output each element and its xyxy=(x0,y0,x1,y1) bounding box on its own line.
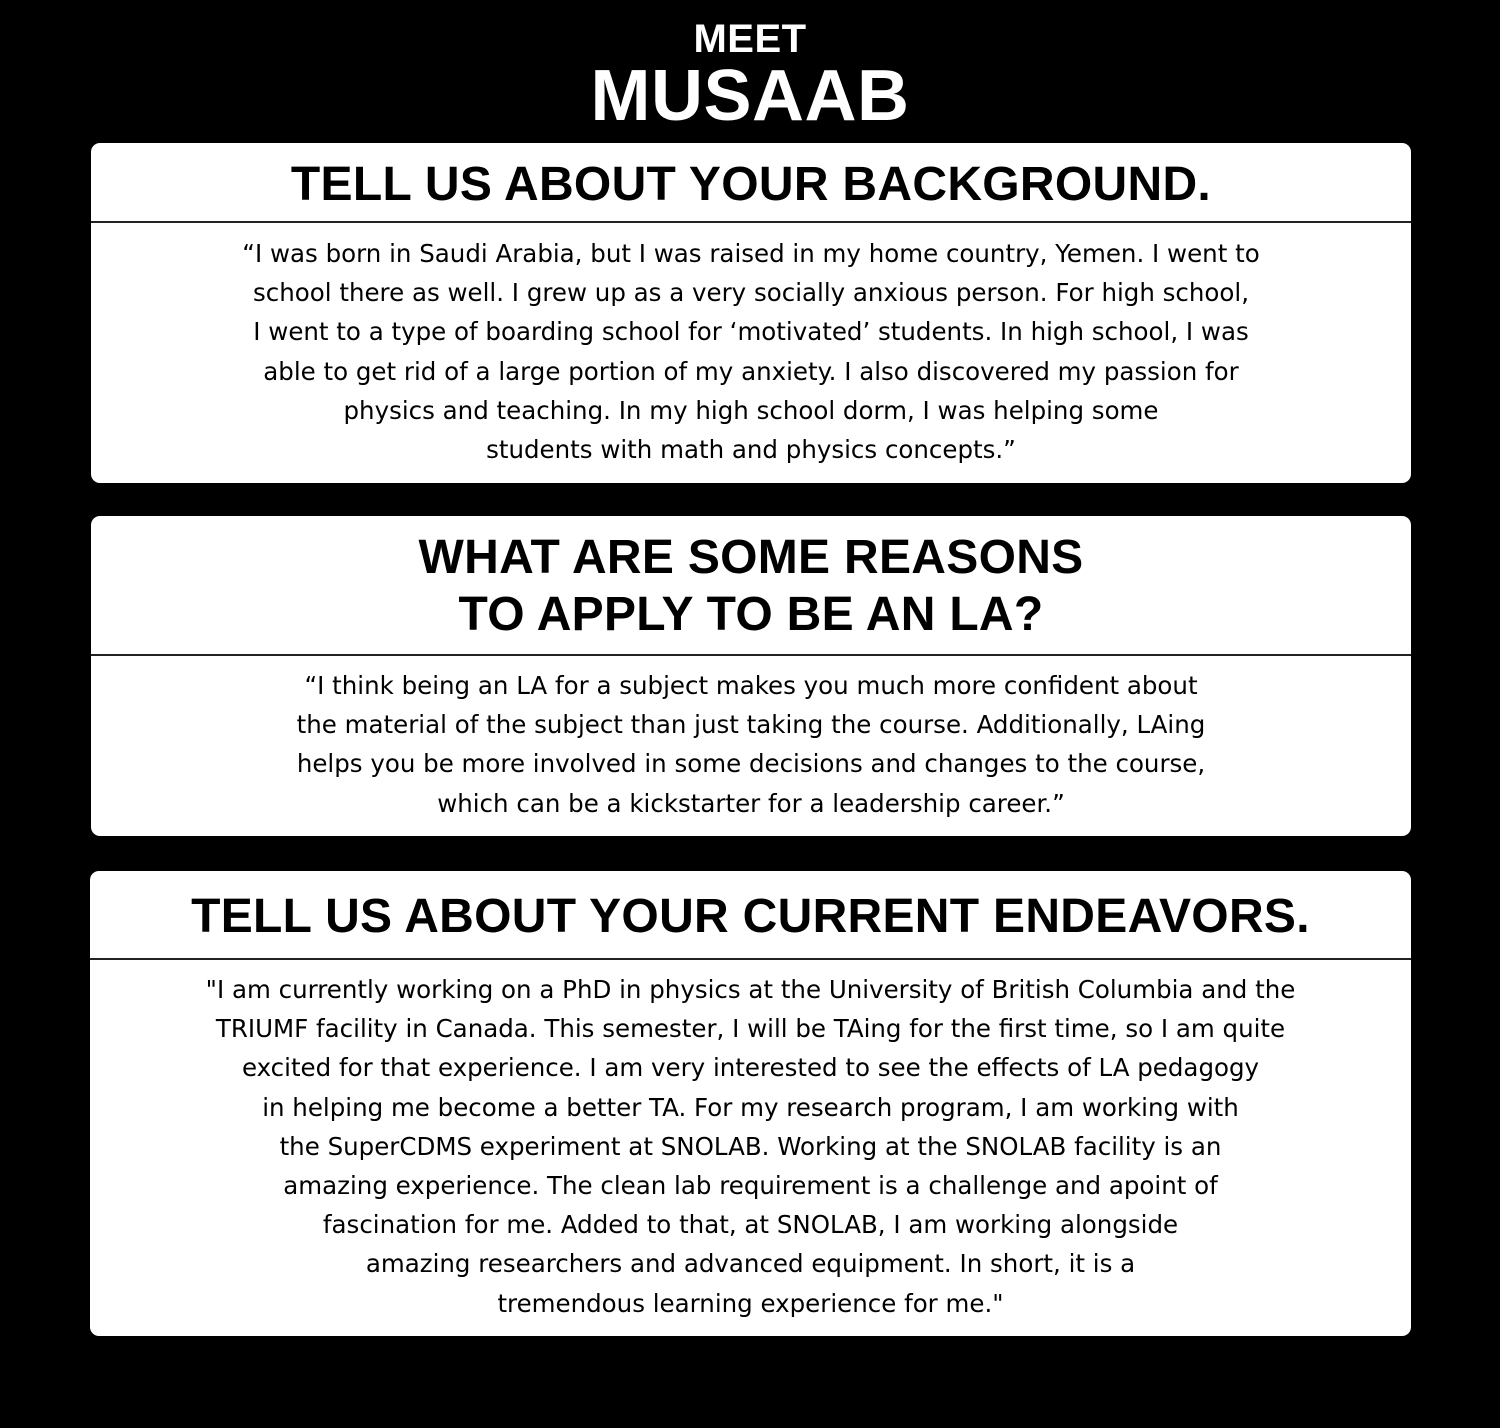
background-question xyxy=(91,156,1411,213)
endeavors-card xyxy=(90,871,1411,1336)
profile-name: MUSAAB xyxy=(590,56,910,136)
background-answer-line: able to get rid of a large portion of my anxiety. I also discovered my passion for xyxy=(263,356,1239,386)
endeavors-answer-line: the SuperCDMS experiment at SNOLAB. Working at the SNOLAB facility is an xyxy=(279,1131,1222,1161)
endeavors-answer-line: in helping me become a better TA. For my research program, I am working with xyxy=(262,1092,1239,1122)
reasons-answer-line: the material of the subject than just taking the course. Additionally, LAing xyxy=(296,710,1206,740)
background-question-line: TELL US ABOUT YOUR BACKGROUND. xyxy=(290,158,1212,211)
background-answer xyxy=(91,234,1411,469)
endeavors-answer-line: excited for that experience. I am very interested to see the effects of LA pedagogy xyxy=(241,1053,1260,1083)
endeavors-divider xyxy=(90,958,1411,960)
reasons-answer xyxy=(91,666,1411,823)
reasons-answer-line: which can be a kickstarter for a leadership career.” xyxy=(437,788,1065,818)
endeavors-answer-line: "I am currently working on a PhD in physics at the University of British Columbia and the xyxy=(205,975,1296,1004)
background-answer-line: I went to a type of boarding school for ‘motivated’ students. In high school, I was xyxy=(253,317,1249,347)
endeavors-answer-line: tremendous learning experience for me." xyxy=(497,1288,1004,1318)
background-answer-line: physics and teaching. In my high school dorm, I was helping some xyxy=(343,395,1159,425)
background-card xyxy=(91,143,1411,483)
background-answer-line: students with math and physics concepts.” xyxy=(486,435,1016,465)
endeavors-answer xyxy=(90,970,1411,1323)
background-answer-line: school there as well. I grew up as a very socially anxious person. For high school, xyxy=(253,278,1249,308)
background-answer-line: “I was born in Saudi Arabia, but I was raised in my home country, Yemen. I went to xyxy=(242,239,1260,268)
reasons-answer-line: helps you be more involved in some decisions and changes to the course, xyxy=(296,749,1206,779)
reasons-card xyxy=(91,516,1411,836)
meet-label: MEET xyxy=(693,17,807,61)
endeavors-answer-line: amazing researchers and advanced equipment. In short, it is a xyxy=(365,1249,1136,1279)
endeavors-answer-line: TRIUMF facility in Canada. This semester, I will be TAing for the first time, so I am quite xyxy=(215,1014,1286,1044)
reasons-question-line: WHAT ARE SOME REASONS xyxy=(418,531,1084,584)
reasons-answer-line: “I think being an LA for a subject makes you much more confident about xyxy=(304,671,1198,700)
reasons-divider xyxy=(91,654,1411,656)
reasons-question-line: TO APPLY TO BE AN LA? xyxy=(458,588,1044,641)
endeavors-question-line: TELL US ABOUT YOUR CURRENT ENDEAVORS. xyxy=(191,890,1310,943)
reasons-question xyxy=(91,529,1411,643)
endeavors-question xyxy=(90,888,1411,945)
background-divider xyxy=(91,221,1411,223)
endeavors-answer-line: amazing experience. The clean lab requirement is a challenge and apoint of xyxy=(283,1171,1218,1201)
endeavors-answer-line: fascination for me. Added to that, at SNOLAB, I am working alongside xyxy=(322,1210,1179,1240)
